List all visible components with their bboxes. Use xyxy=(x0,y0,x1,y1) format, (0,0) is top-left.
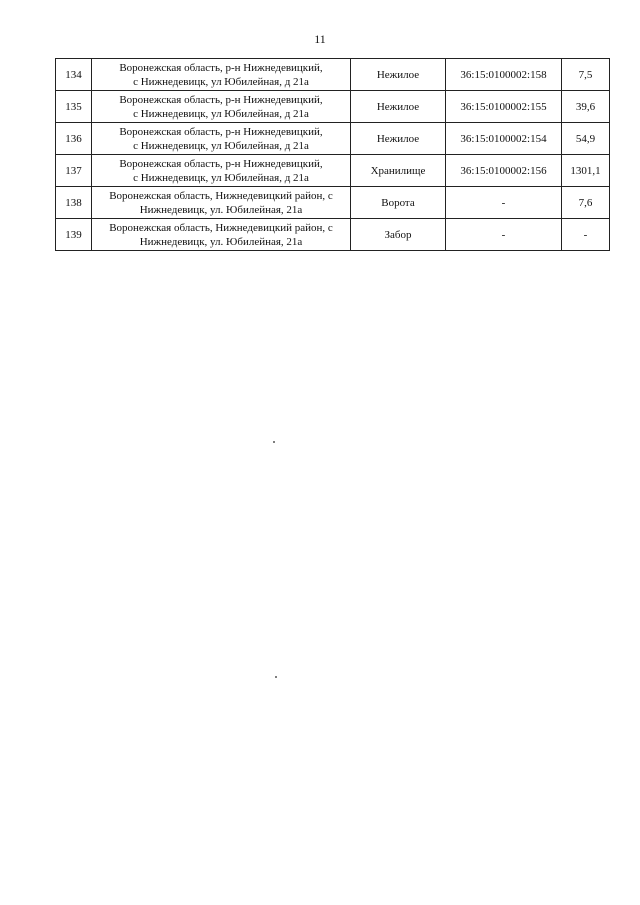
address-cell xyxy=(92,187,351,219)
address-line-1: Воронежская область, р-н Нижнедевицкий, xyxy=(119,125,323,138)
object-type-cell: Ворота xyxy=(351,187,446,219)
address-line-2: с Нижнедевицк, ул Юбилейная, д 21а xyxy=(133,139,309,152)
address-cell xyxy=(92,219,351,251)
row-number-cell: 134 xyxy=(56,59,92,91)
area-cell: 39,6 xyxy=(562,91,610,123)
address-line-1: Воронежская область, р-н Нижнедевицкий, xyxy=(119,93,323,106)
address-line-2: с Нижнедевицк, ул Юбилейная, д 21а xyxy=(133,107,309,120)
address-line-2: Нижнедевицк, ул. Юбилейная, 21а xyxy=(139,235,303,248)
object-type-cell: Нежилое xyxy=(351,123,446,155)
cadastral-number-cell: 36:15:0100002:154 xyxy=(446,123,562,155)
address-line-1: Воронежская область, р-н Нижнедевицкий, xyxy=(119,157,323,170)
address-line-2: с Нижнедевицк, ул Юбилейная, д 21а xyxy=(133,171,309,184)
address-cell xyxy=(92,59,351,91)
row-number-cell: 138 xyxy=(56,187,92,219)
object-type-cell: Нежилое xyxy=(351,59,446,91)
address-cell xyxy=(92,91,351,123)
object-type-cell: Хранилище xyxy=(351,155,446,187)
area-cell: - xyxy=(562,219,610,251)
page-number: 11 xyxy=(314,32,326,46)
table-row xyxy=(56,219,610,251)
row-number-cell: 139 xyxy=(56,219,92,251)
area-cell: 54,9 xyxy=(562,123,610,155)
property-table xyxy=(55,58,610,251)
row-number-cell: 137 xyxy=(56,155,92,187)
address-cell xyxy=(92,155,351,187)
table-row xyxy=(56,123,610,155)
table-row xyxy=(56,155,610,187)
address-line-1: Воронежская область, Нижнедевицкий район, с xyxy=(109,221,333,234)
cadastral-number-cell: - xyxy=(446,219,562,251)
address-cell xyxy=(92,123,351,155)
scan-speck xyxy=(273,441,275,443)
table-row xyxy=(56,187,610,219)
area-cell: 7,5 xyxy=(562,59,610,91)
object-type-cell: Нежилое xyxy=(351,91,446,123)
table-row xyxy=(56,59,610,91)
address-line-2: Нижнедевицк, ул. Юбилейная, 21а xyxy=(139,203,303,216)
cadastral-number-cell: 36:15:0100002:155 xyxy=(446,91,562,123)
address-line-2: с Нижнедевицк, ул Юбилейная, д 21а xyxy=(133,75,309,88)
cadastral-number-cell: - xyxy=(446,187,562,219)
table-row xyxy=(56,91,610,123)
row-number-cell: 136 xyxy=(56,123,92,155)
area-cell: 1301,1 xyxy=(562,155,610,187)
cadastral-number-cell: 36:15:0100002:158 xyxy=(446,59,562,91)
scan-speck xyxy=(275,676,277,678)
cadastral-number-cell: 36:15:0100002:156 xyxy=(446,155,562,187)
object-type-cell: Забор xyxy=(351,219,446,251)
address-line-1: Воронежская область, Нижнедевицкий район, с xyxy=(109,189,333,202)
address-line-1: Воронежская область, р-н Нижнедевицкий, xyxy=(119,61,323,74)
row-number-cell: 135 xyxy=(56,91,92,123)
area-cell: 7,6 xyxy=(562,187,610,219)
